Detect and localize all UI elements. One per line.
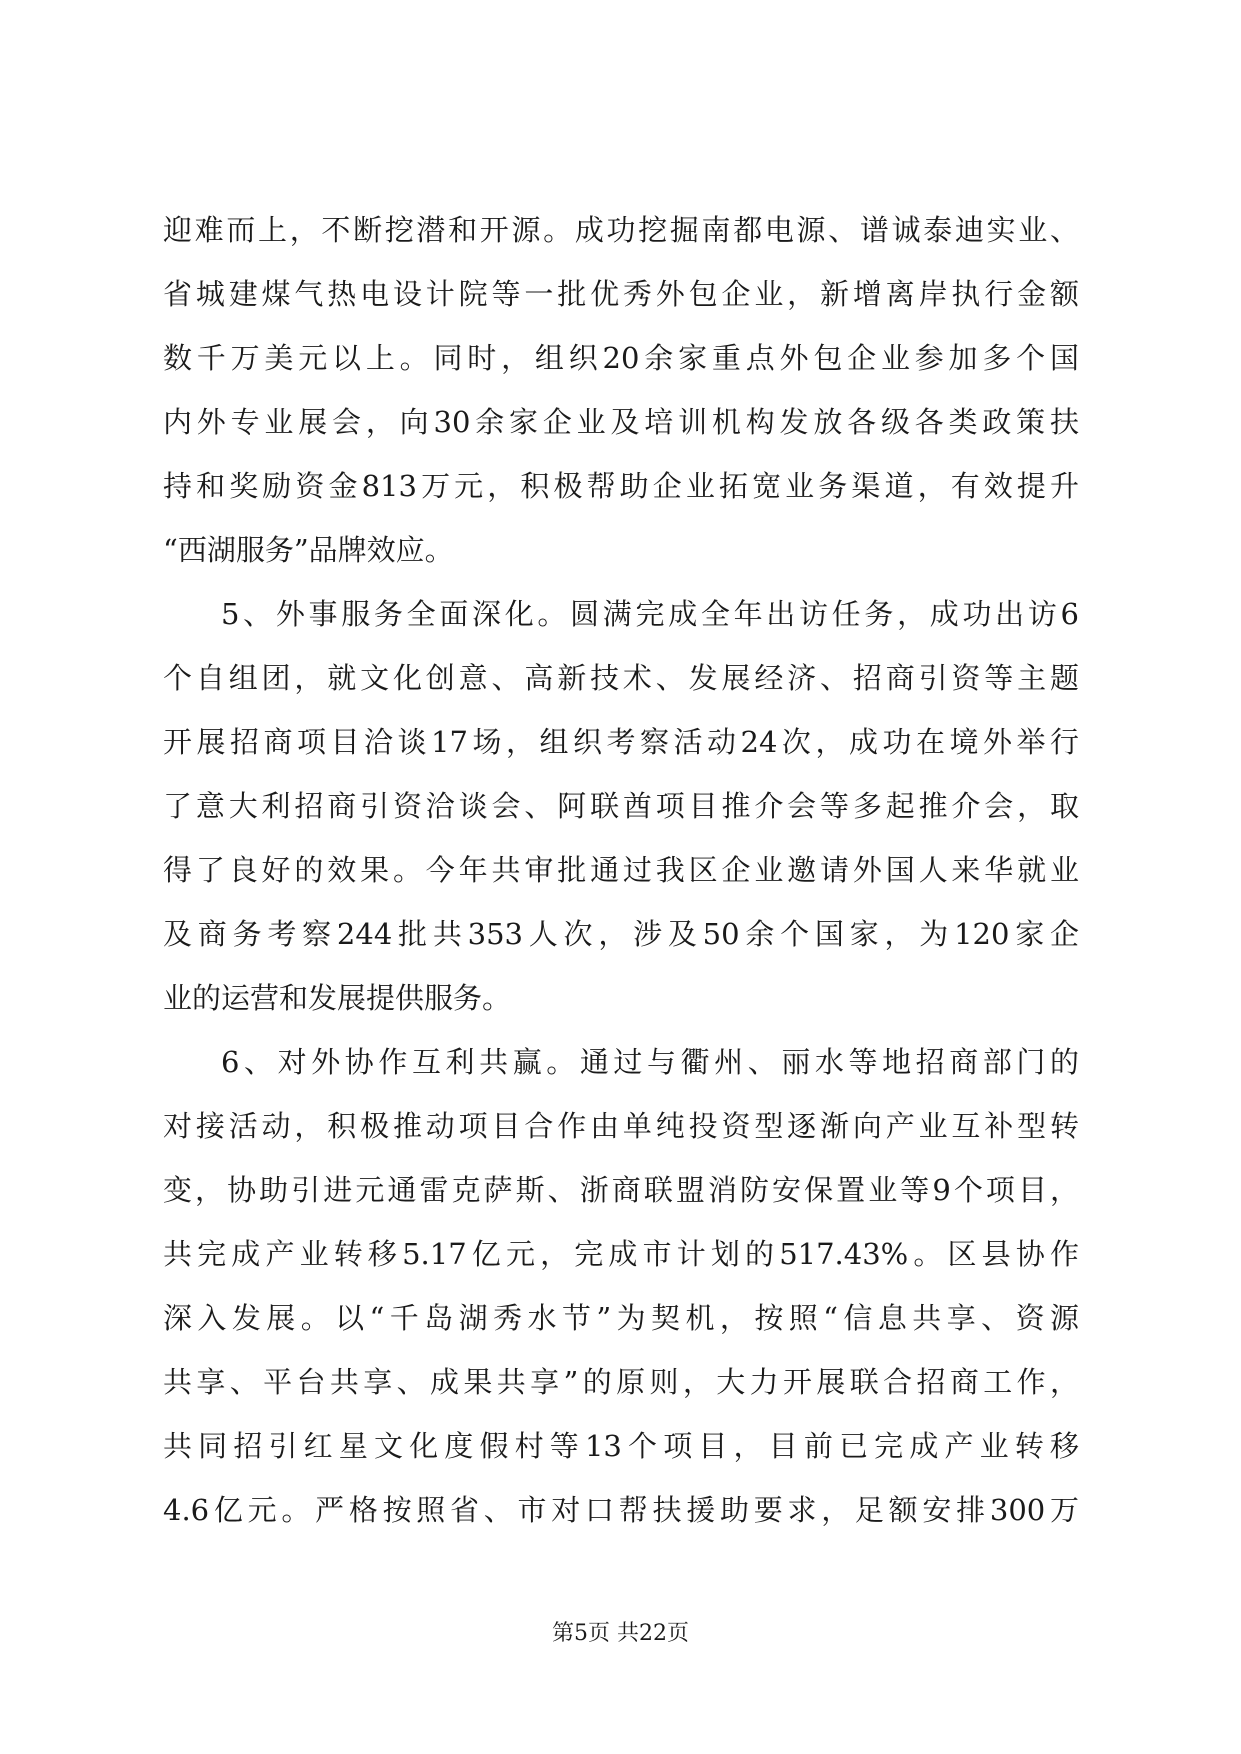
text-line: 了意大利招商引资洽谈会、阿联酋项目推介会等多起推介会，取 [163, 789, 1079, 823]
text-line: 省城建煤气热电设计院等一批优秀外包企业，新增离岸执行金额 [163, 277, 1079, 311]
text-line: 共享、平台共享、成果共享”的原则，大力开展联合招商工作， [163, 1365, 1079, 1399]
text-line: 共同招引红星文化度假村等13个项目，目前已完成产业转移 [163, 1429, 1079, 1463]
body-text [163, 198, 1079, 1542]
text-line: 内外专业展会，向30余家企业及培训机构发放各级各类政策扶 [163, 405, 1079, 439]
text-line: 持和奖励资金813万元，积极帮助企业拓宽业务渠道，有效提升 [163, 469, 1079, 503]
text-line: 对接活动，积极推动项目合作由单纯投资型逐渐向产业互补型转 [163, 1109, 1079, 1143]
text-line: 开展招商项目洽谈17场，组织考察活动24次，成功在境外举行 [163, 725, 1079, 759]
text-line: 数千万美元以上。同时，组织20余家重点外包企业参加多个国 [163, 341, 1079, 375]
text-line: 共完成产业转移5.17亿元，完成市计划的517.43%。区县协作 [163, 1237, 1079, 1271]
paragraph-start-line: 6、对外协作互利共赢。通过与衢州、丽水等地招商部门的 [221, 1045, 1079, 1079]
text-line: 业的运营和发展提供服务。 [163, 981, 512, 1015]
paragraph-start-line: 5、外事服务全面深化。圆满完成全年出访任务，成功出访6 [221, 597, 1079, 631]
text-line: 迎难而上，不断挖潜和开源。成功挖掘南都电源、谱诚泰迪实业、 [163, 213, 1079, 247]
text-line: 个自组团，就文化创意、高新技术、发展经济、招商引资等主题 [163, 661, 1079, 695]
text-line: 4.6亿元。严格按照省、市对口帮扶援助要求，足额安排300万 [163, 1493, 1079, 1527]
text-line: 得了良好的效果。今年共审批通过我区企业邀请外国人来华就业 [163, 853, 1079, 887]
text-line: 变，协助引进元通雷克萨斯、浙商联盟消防安保置业等9个项目， [163, 1173, 1079, 1207]
page-number-footer: 第5页 共22页 [552, 1621, 689, 1646]
text-line: 及商务考察244批共353人次，涉及50余个国家，为120家企 [163, 917, 1079, 951]
text-line: 深入发展。以“千岛湖秀水节”为契机，按照“信息共享、资源 [163, 1301, 1079, 1335]
text-line: “西湖服务”品牌效应。 [163, 533, 454, 567]
